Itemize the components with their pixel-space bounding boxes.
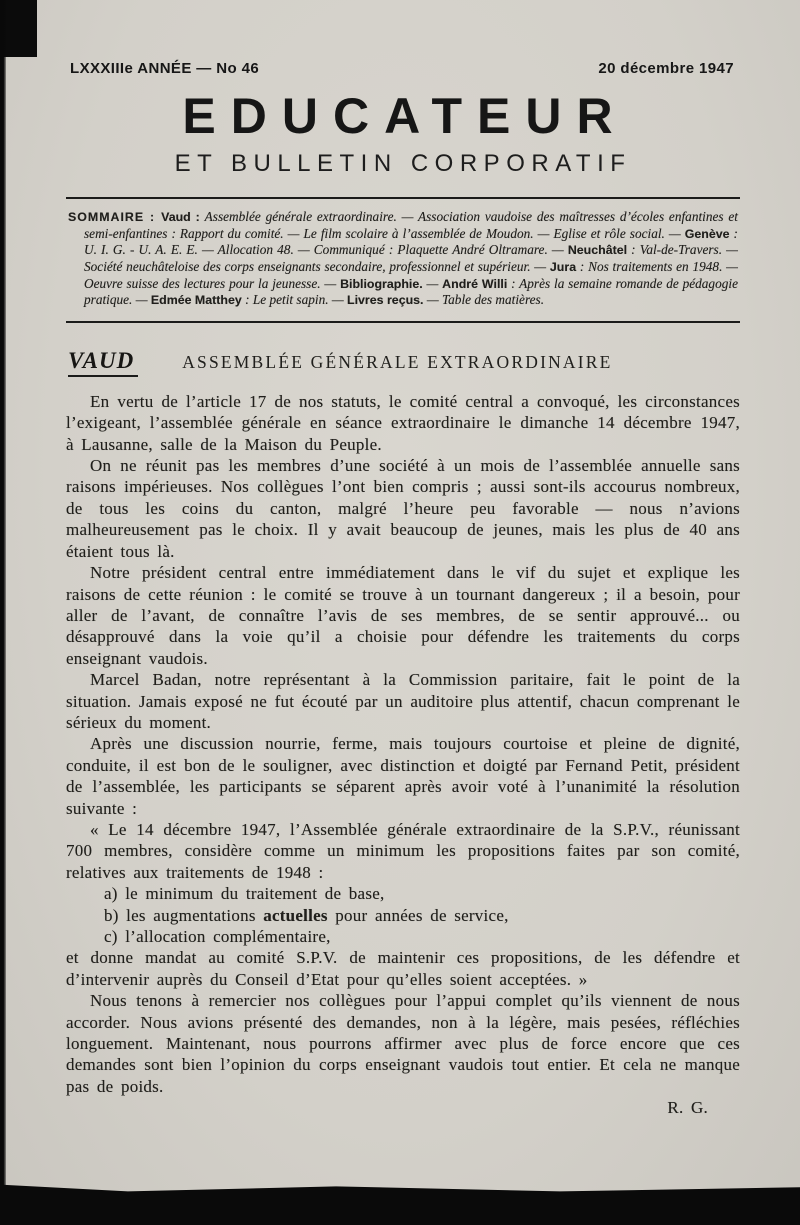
summary-segment: André Willi — [442, 276, 508, 291]
article-paragraph: Après une discussion nourrie, ferme, mais toujours courtoise et pleine de dignité, conduite, il est bon de le souligner, avec distinction et doigté par Fernand Petit, président de l’assemblée, les participants se séparent après avoir voté à l’unanimité la résolution suivante : — [66, 734, 740, 818]
summary-segment: Assemblée générale extraordinaire. — Association vaudoise des maîtresses d’écoles enfantines et semi-enfantines : Rapport du comité. — Le film scolaire à l’assemblée de Moudon. — Eglise et rôle social. — — [84, 209, 738, 241]
resolution-item-b-emphasis: actuelles — [263, 905, 328, 925]
article-paragraph: et donne mandat au comité S.P.V. de maintenir ces propositions, de les défendre et d’intervenir auprès du Conseil d’Etat pour qu’elles soient acceptées. » — [66, 948, 740, 989]
summary-segment: : Val-de-Travers. — Société neuchâteloise des corps enseignants secondaire, professionnel et supérieur. — — [84, 242, 738, 275]
article-paragraph: Marcel Badan, notre représentant à la Commission paritaire, fait le point de la situation. Jamais exposé ne fut écouté par un auditoire plus attentif, chacun comprenant le sérieux du moment. — [66, 670, 740, 732]
summary-segment: Jura — [549, 260, 577, 275]
divider-top — [66, 197, 740, 199]
signature: R. G. — [667, 1098, 708, 1118]
summary-segment: Genève — [684, 226, 730, 241]
summary-label: SOMMAIRE : — [68, 210, 162, 225]
summary-segment: Neuchâtel — [567, 243, 628, 258]
article-paragraph: On ne réunit pas les membres d’une société à un mois de l’assemblée annuelle sans raisons impérieuses. Nos collègues l’ont bien compris ; aussi sont-ils accourus nombreux, de tous les coins du canton, malgré l’heure peu favorable — nous n’avions malheureusement pas le choix. Il y avait beaucoup de jeunes, mais les plus de 40 ans étaient tous là. — [66, 456, 740, 561]
resolution-item-b-text: pour années de service, — [327, 905, 509, 925]
summary-segment: Edmée Matthey — [150, 293, 242, 308]
resolution-item-b-text: b) les augmentations — [104, 905, 264, 925]
journal-title: EDUCATEUR — [182, 88, 628, 144]
resolution-item-a: a) le minimum du traitement de base, — [104, 884, 385, 904]
article-paragraph: Nous tenons à remercier nos collègues pour l’appui complet qu’ils viennent de nous accorder. Nous avions présenté des demandes, non à la légère, mais pesées, réfléchies longuement. Maintenant, nous pourrons affirmer avec plus de force encore que ces demandes sont bien l’opinion du corps enseignant vaudois tout entier. Et cela ne manque pas de poids. — [66, 991, 740, 1096]
article-paragraph: En vertu de l’article 17 de nos statuts, le comité central a convoqué, les circonstances l’exigeant, l’assemblée générale en séance extraordinaire le dimanche 14 décembre 1947, à Lausanne, salle de la Maison du Peuple. — [66, 391, 740, 454]
issue-number: LXXXIIIe ANNÉE — No 46 — [70, 60, 260, 77]
summary-segment: Livres reçus. — [347, 293, 424, 308]
summary-segment: Vaud : — [161, 210, 205, 225]
article-body — [66, 391, 740, 1119]
summary-segment: : U. I. G. - U. A. E. E. — Allocation 48. — Communiqué : Plaquette André Oltramare. — — [84, 225, 738, 258]
issue-date: 20 décembre 1947 — [598, 60, 734, 77]
divider-summary — [66, 321, 740, 323]
article-paragraph: « Le 14 décembre 1947, l’Assemblée générale extraordinaire de la S.P.V., réunissant 700 membres, considère comme un minimum les propositions faites par son comité, relatives aux traitements de 1948 : — [66, 819, 740, 882]
summary-block — [68, 209, 738, 309]
summary-segment: : Nos traitements en 1948. — Oeuvre suisse des lectures pour la jeunesse. — — [84, 259, 738, 291]
journal-subtitle: ET BULLETIN CORPORATIF — [174, 149, 632, 177]
article-header — [68, 348, 740, 377]
summary-segment: : Le petit sapin. — — [241, 292, 348, 308]
article-paragraph: Notre président central entre immédiatement dans le vif du sujet et explique les raisons de cette réunion : le comité se trouve à un tournant dangereux ; il a besoin, pour aller de l’avant, de connaître l’avis de ses membres, de se sentir approuvé... ou désapprouvé dans la voie qu’il a choisie pour défendre les traitements du corps enseignant vaudois. — [66, 563, 740, 668]
scan-left-edge-artifact — [0, 0, 6, 1225]
summary-segment: Bibliographie. — [340, 276, 423, 291]
issue-header — [0, 0, 800, 77]
section-label: VAUD — [68, 348, 138, 377]
scan-bottom-edge-artifact — [0, 1183, 800, 1225]
summary-segment: — — [422, 275, 443, 291]
article-headline: ASSEMBLÉE GÉNÉRALE EXTRAORDINAIRE — [182, 351, 613, 372]
resolution-item-c: c) l’allocation complémentaire, — [104, 927, 331, 947]
summary-segment: — Table des matières. — [423, 292, 545, 308]
summary-segment: : Après la semaine romande de pédagogie pratique. — — [84, 275, 738, 308]
resolution-item-b — [66, 905, 740, 926]
